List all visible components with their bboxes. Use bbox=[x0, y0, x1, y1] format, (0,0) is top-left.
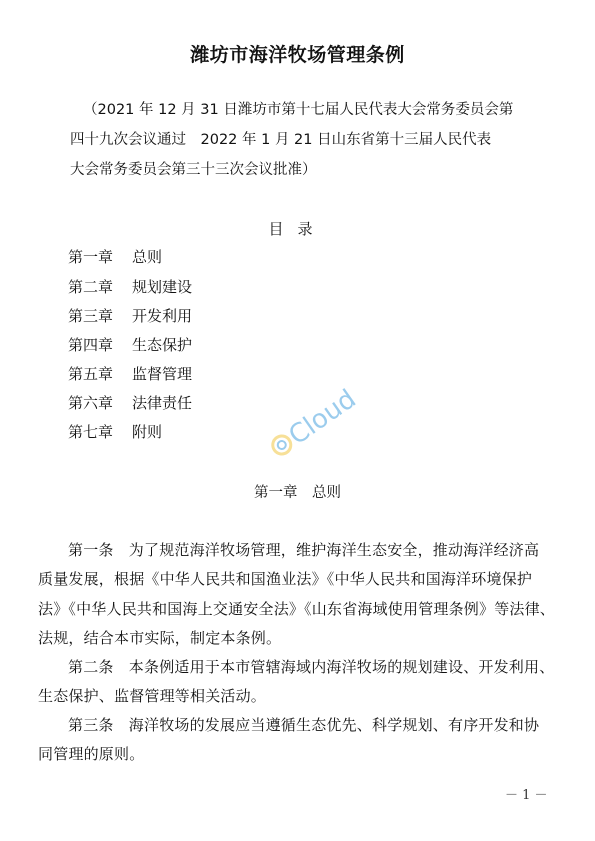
article-line: 法》《中华人民共和国海上交通安全法》《山东省海域使用管理条例》等法律、 bbox=[38, 600, 556, 618]
watermark-text: Cloud bbox=[283, 384, 362, 452]
article-line: 第一条 为了规范海洋牧场管理，维护海洋生态安全，推动海洋经济高 bbox=[68, 541, 540, 559]
toc-chapter-number: 第五章 bbox=[68, 365, 114, 383]
toc-chapter-name: 开发利用 bbox=[132, 307, 193, 325]
toc-chapter-name: 总则 bbox=[132, 248, 163, 266]
toc-chapter-name: 监督管理 bbox=[132, 365, 193, 383]
toc-chapter-name: 生态保护 bbox=[132, 336, 193, 354]
article-line: 生态保护、监督管理等相关活动。 bbox=[38, 687, 267, 705]
article-line: 同管理的原则。 bbox=[38, 745, 145, 763]
toc-chapter-name: 规划建设 bbox=[132, 278, 193, 296]
approval-note-line-1: （2021 年 12 月 31 日潍坊市第十七届人民代表大会常务委员会第 bbox=[83, 102, 514, 118]
article-line: 第三条 海洋牧场的发展应当遵循生态优先、科学规划、有序开发和协 bbox=[68, 716, 540, 734]
toc-item bbox=[68, 305, 192, 326]
toc-chapter-name: 附则 bbox=[132, 423, 163, 441]
toc-chapter-name: 法律责任 bbox=[132, 394, 193, 412]
approval-note-line-3: 大会常务委员会第三十三次会议批准） bbox=[70, 162, 317, 178]
toc-heading: 目录 bbox=[268, 220, 327, 238]
toc-chapter-number: 第七章 bbox=[68, 423, 114, 441]
article-line: 法规，结合本市实际，制定本条例。 bbox=[38, 629, 282, 647]
article-line: 质量发展，根据《中华人民共和国渔业法》《中华人民共和国海洋环境保护 bbox=[38, 570, 533, 588]
toc-chapter-number: 第四章 bbox=[68, 336, 114, 354]
article-line: 第二条 本条例适用于本市管辖海域内海洋牧场的规划建设、开发利用、 bbox=[68, 658, 555, 676]
cloud-watermark-icon bbox=[262, 380, 362, 460]
chapter-heading: 第一章 总则 bbox=[254, 485, 341, 501]
toc-item bbox=[68, 276, 192, 297]
toc-item bbox=[68, 246, 162, 267]
approval-note-line-2: 四十九次会议通过 2022 年 1 月 21 日山东省第十三届人民代表 bbox=[70, 132, 492, 148]
toc-item bbox=[68, 363, 192, 384]
toc-chapter-number: 第一章 bbox=[68, 248, 114, 266]
toc-item bbox=[68, 334, 192, 355]
toc-chapter-number: 第二章 bbox=[68, 278, 114, 296]
toc-chapter-number: 第六章 bbox=[68, 394, 114, 412]
page-number: － 1 － bbox=[505, 788, 548, 803]
toc-item bbox=[68, 421, 162, 442]
toc-chapter-number: 第三章 bbox=[68, 307, 114, 325]
toc-item bbox=[68, 392, 192, 413]
document-title: 潍坊市海洋牧场管理条例 bbox=[190, 44, 405, 66]
